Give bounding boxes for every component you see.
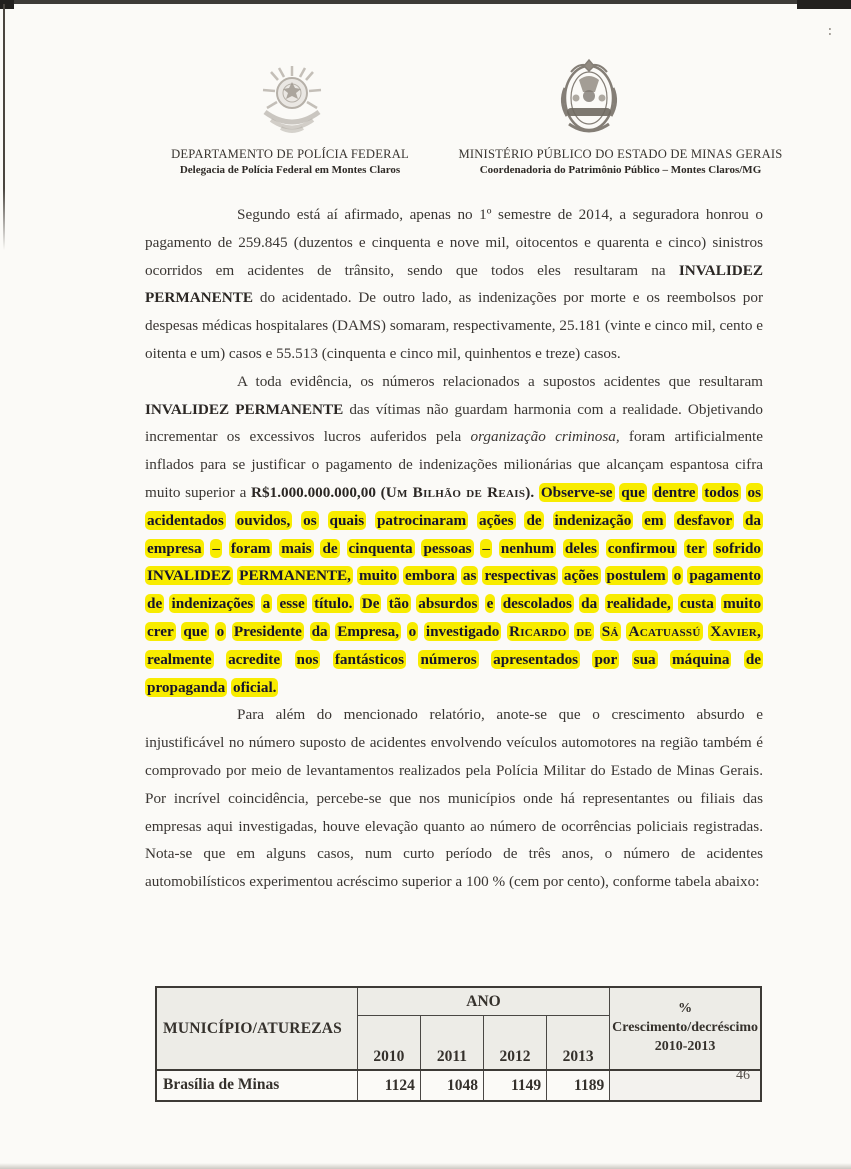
highlighted-word: da [744,511,762,529]
highlighted-word: esse [279,595,305,613]
highlighted-word: Xavier, [710,622,762,640]
highlighted-word: o [216,622,225,640]
highlighted-word: que [621,483,645,501]
left-org-title: DEPARTAMENTO DE POLÍCIA FEDERAL [171,147,409,161]
scan-corner-top-right [797,0,851,9]
highlighted-word: acidentados [147,511,224,529]
highlighted-word: todos [704,483,739,501]
highlighted-word: indenizações [171,595,254,613]
percent-symbol: % [678,1001,693,1017]
highlighted-word: nenhum [500,539,555,557]
highlighted-word: muito [723,595,762,613]
paragraphs [145,201,763,896]
highlighted-word: ouvidos, [236,511,291,529]
highlighted-word: os [747,483,762,501]
percent-range: 2010-2013 [654,1038,716,1054]
highlighted-word: confirmou [607,539,676,557]
letterhead [0,147,851,177]
highlighted-word: sua [633,650,656,668]
highlighted-word: de [526,511,542,529]
highlighted-word: ações [563,567,599,585]
highlighted-word: números [420,650,477,668]
right-org-title: MINISTÉRIO PÚBLICO DO ESTADO DE MINAS GERAIS [458,147,783,161]
highlighted-word: foram [230,539,271,557]
highlighted-word: Empresa, [337,622,399,640]
highlighted-word: postulem [606,567,666,585]
cell-municipio: Brasília de Minas [156,1070,357,1101]
highlighted-word: deles [564,539,597,557]
highlighted-word: respectivas [484,567,556,585]
highlighted-word: acredite [228,650,281,668]
table-header-year: 2011 [420,1016,483,1071]
highlighted-word: oficial. [233,678,277,696]
highlighted-word: propaganda [147,678,226,696]
highlighted-word: muito [359,567,397,585]
highlighted-word: nos [296,650,319,668]
letterhead-left [140,147,440,177]
highlighted-word: Presidente [233,622,302,640]
highlighted-word: quais [329,511,365,529]
highlighted-word: pessoas [423,539,472,557]
highlighted-word: Sá [601,622,619,640]
highlighted-word: crer [147,622,174,640]
highlighted-word: ter [686,539,705,557]
right-org-subtitle: Coordenadoria do Patrimônio Público – Montes Claros/MG [479,163,762,176]
paragraph: A toda evidência, os números relacionados a supostos acidentes que resultaram INVALIDEZ PERMANENTE das vítimas não guardam harmonia com a realidade. Objetivando incrementar os excessivos lucros auferidos pela organização criminosa, foram artificialmente inflados para se justificar o pagamento de indenizações milionárias que alcançam espantosa cifra muito superior a R$1.000.000.000,00 (Um Bilhão de Reais). Observe-se que dentre todos os acidentados ouvidos, os quais patrocinaram ações de indenização em desfavor da empresa – foram mais de cinquenta pessoas – nenhum deles confirmou ter sofrido INVALIDEZ PERMANENTE, muito embora as respectivas ações postulem o pagamento de indenizações a esse título. De tão absurdos e descolados da realidade, custa muito crer que o Presidente da Empresa, o investigado Ricardo de Sá Acatuassú Xavier, realmente acredite nos fantásticos números apresentados por sua máquina de propaganda oficial. [145,372,764,696]
highlighted-word: descolados [502,595,572,613]
paragraph: Segundo está aí afirmado, apenas no 1º semestre de 2014, a seguradora honrou o pagamento de 259.845 (duzentos e cinquenta e nove mil, oitocentos e quarenta e cinco) sinistros ocorridos em acidentes de trânsito, sendo que todos eles resultaram na INVALIDEZ PERMANENTE do acidentado. De outro lado, as indenizações por morte e os reembolsos por despesas médicas hospitalares (DAMS) somaram, respectivamente, 25.181 (vinte e cinco mil, cento e oitenta e um) casos e 55.513 (cinquenta e cinco mil, quinhentos e treze) casos. [145,206,763,362]
letterhead-right [448,147,793,177]
highlighted-word: ações [479,511,514,529]
highlighted-word: em [644,511,664,529]
highlighted-word: De [361,595,380,613]
scan-edge-top [0,0,851,4]
scan-stray-mark: : [826,24,834,39]
highlighted-word: investigado [425,622,500,640]
highlighted-word: PERMANENTE, [239,567,351,585]
cell-value-2010: 1124 [357,1070,420,1101]
highlighted-word: as [462,567,477,585]
highlighted-word: absurdos [418,595,478,613]
scan-edge-left [3,4,5,250]
highlighted-word: realmente [147,650,212,668]
highlighted-word: mais [281,539,312,557]
highlighted-word: sofrido [715,539,761,557]
highlighted-word: os [303,511,317,529]
percent-label: Crescimento/decréscimo [612,1020,759,1036]
highlighted-word: de [576,622,593,640]
highlighted-word: empresa [147,539,202,557]
highlighted-word: cinquenta [348,539,413,557]
highlighted-word: custa [680,595,714,613]
cell-value-2011: 1048 [420,1070,483,1101]
minas-gerais-coat-of-arms-icon [551,58,627,144]
highlighted-word: por [594,650,618,668]
table-header-year: 2010 [357,1016,420,1071]
highlighted-word: – [212,539,220,557]
highlighted-word: fantásticos [334,650,405,668]
highlighted-word: de [322,539,338,557]
table-header-municipio: MUNICÍPIO/ATUREZAS [156,987,357,1070]
table-header-year: 2012 [484,1016,547,1071]
table-header-ano: ANO [357,987,609,1016]
cell-value-2013: 1189 [547,1070,610,1101]
highlighted-word: de [147,595,163,613]
left-org-subtitle: Delegacia de Polícia Federal em Montes Claros [179,163,401,176]
highlighted-word: realidade, [606,595,671,613]
highlighted-word: o [673,567,682,585]
highlighted-word: e [486,595,494,613]
highlighted-word: Ricardo [508,622,567,640]
highlighted-word: embora [405,567,455,585]
highlighted-word: que [183,622,207,640]
highlighted-word: Acatuassú [628,622,701,640]
cell-value-2012: 1149 [484,1070,547,1101]
table-header-year: 2013 [547,1016,610,1071]
highlighted-word: INVALIDEZ [147,567,232,585]
highlighted-word: da [311,622,328,640]
highlighted-word: a [262,595,271,613]
highlighted-word: de [745,650,762,668]
highlighted-word: apresentados [493,650,579,668]
highlighted-word: dentre [653,483,696,501]
table-row [156,1070,761,1101]
highlighted-word: tão [388,595,409,613]
highlighted-word: indenização [554,511,632,529]
scan-edge-bottom [0,1163,851,1169]
accidents-table [155,986,762,1102]
federal-republic-seal-icon [251,60,333,144]
highlighted-word: pagamento [689,567,762,585]
highlighted-word: Observe-se [540,483,613,501]
table-header-percent [610,987,761,1070]
highlighted-word: patrocinaram [376,511,467,529]
highlighted-word: título. [314,595,353,613]
highlighted-word: – [482,539,490,557]
highlighted-word: desfavor [676,511,733,529]
highlighted-word: da [581,595,598,613]
highlighted-word: o [408,622,417,640]
page-number: 46 [736,1068,750,1083]
highlighted-word: máquina [672,650,730,668]
paragraph: Para além do mencionado relatório, anote-se que o crescimento absurdo e injustificável no número suposto de acidentes envolvendo veículos automotores na região também é comprovado por meio de levantamentos realizados pela Polícia Militar do Estado de Minas Gerais. Por incrível coincidência, percebe-se que nos municípios onde há representantes ou filiais das empresas aqui investigadas, houve elevação quanto ao número de ocorrências policiais registradas. Nota-se que em alguns casos, num curto período de três anos, o número de acidentes automobilísticos experimentou acréscimo superior a 100 % (cem por cento), conforme tabela abaixo: [145,706,763,891]
